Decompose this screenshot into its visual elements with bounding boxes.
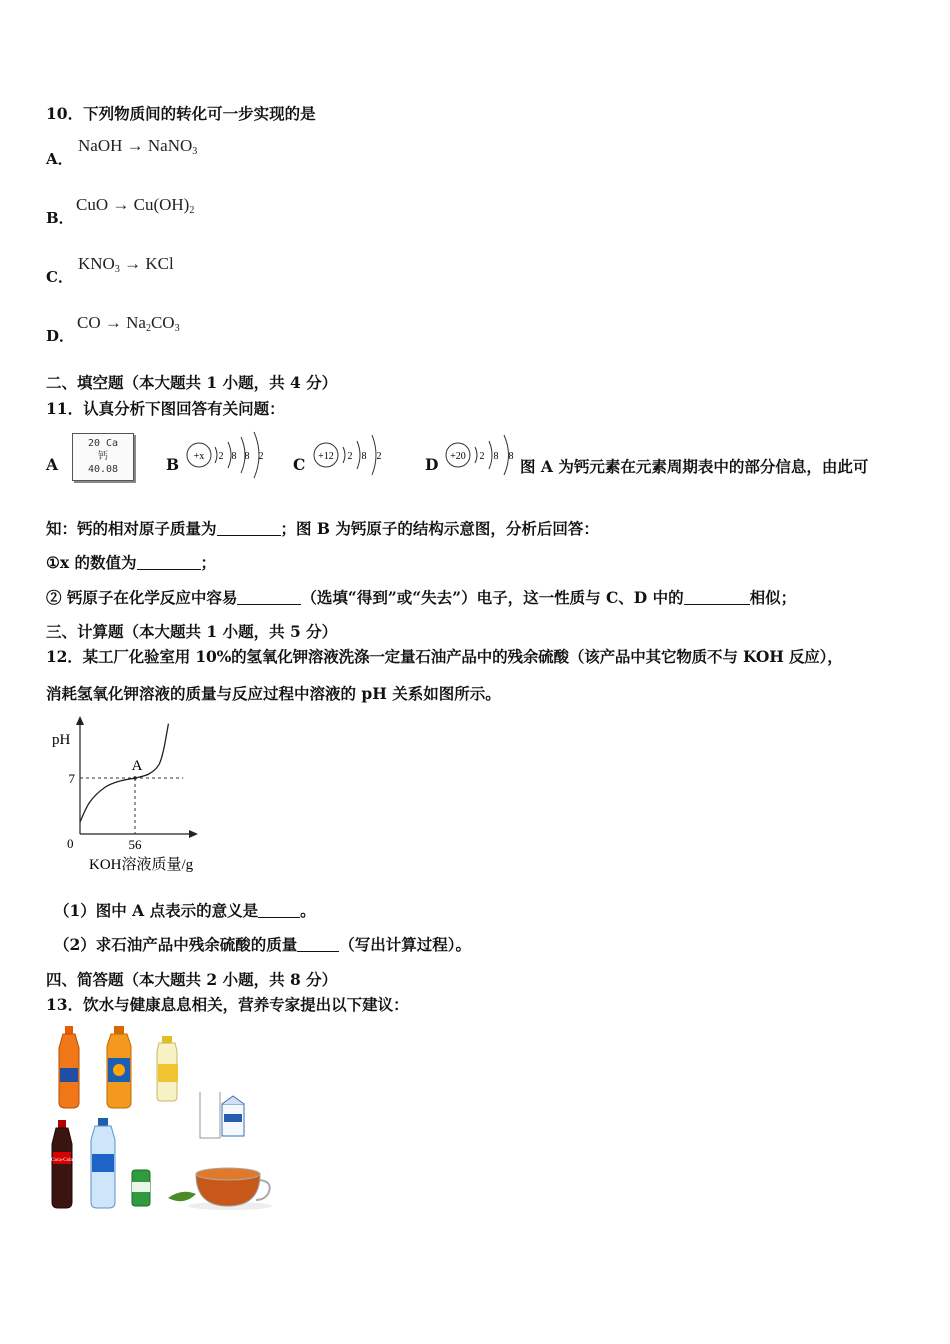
cola-bottle-icon bbox=[51, 1120, 73, 1208]
option-formula: NaOH → NaNO$_3$ bbox=[78, 136, 198, 157]
atom-diagram-c bbox=[310, 430, 390, 482]
point-a-marker bbox=[133, 776, 137, 780]
svg-text:8: 8 bbox=[231, 451, 237, 462]
q11-line1-tail: 图 A 为钙元素在元素周期表中的部分信息，由此可 bbox=[520, 457, 869, 476]
answer-blank[interactable] bbox=[137, 555, 201, 570]
ph-chart bbox=[45, 714, 225, 876]
answer-blank[interactable] bbox=[237, 590, 301, 605]
option-label: D． bbox=[46, 327, 75, 345]
answer-blank[interactable] bbox=[297, 937, 339, 952]
tea-cup-icon bbox=[168, 1168, 272, 1210]
answer-blank[interactable] bbox=[684, 590, 750, 605]
y-axis-arrow bbox=[76, 716, 84, 725]
svg-text:2: 2 bbox=[376, 451, 382, 462]
x-tick-label: 56 bbox=[128, 837, 142, 852]
q11-line2: 知：钙的相对原子质量为 ；图 B 为钙原子的结构示意图，分析后回答： bbox=[46, 519, 599, 538]
q12-sub1: （1）图中 A 点表示的意义是 。 bbox=[54, 901, 316, 920]
q11-sub1: ①x 的数值为 ； bbox=[46, 553, 217, 572]
option-label: C． bbox=[46, 268, 73, 286]
figure-label-b: B bbox=[166, 455, 180, 474]
svg-text:Coca-Cola: Coca-Cola bbox=[51, 1158, 73, 1163]
svg-text:+20: +20 bbox=[450, 451, 466, 462]
option-formula: $KNO_3$ → KCl bbox=[78, 254, 174, 275]
answer-blank[interactable] bbox=[258, 903, 300, 918]
calcium-element-card: 20 Ca 钙 40.08 bbox=[72, 433, 134, 481]
svg-text:8: 8 bbox=[244, 451, 250, 462]
svg-text:2: 2 bbox=[258, 451, 264, 462]
q12-stem-line1: 12．某工厂化验室用 10%的氢氧化钾溶液洗涤一定量石油产品中的残余硫酸（该产品中其它物质不与 KOH 反应）， bbox=[46, 647, 843, 666]
q10-stem: 10．下列物质间的转化可一步实现的是 bbox=[46, 104, 316, 123]
svg-text:2: 2 bbox=[347, 451, 353, 462]
soda-can-icon bbox=[132, 1170, 150, 1206]
yogurt-drink-bottle-icon bbox=[157, 1036, 178, 1101]
svg-text:2: 2 bbox=[218, 451, 224, 462]
answer-blank[interactable] bbox=[217, 521, 281, 536]
option-formula: CO → $Na_2CO_3$ bbox=[77, 313, 180, 334]
origin-label: 0 bbox=[67, 836, 74, 851]
option-label: A． bbox=[46, 150, 73, 168]
svg-text:8: 8 bbox=[508, 451, 514, 462]
x-axis-arrow bbox=[189, 830, 198, 838]
section-heading-calculation: 三、计算题（本大题共 1 小题，共 5 分） bbox=[46, 622, 338, 641]
y-tick-label: 7 bbox=[68, 771, 75, 786]
q13-stem: 13．饮水与健康息息相关，营养专家提出以下建议： bbox=[46, 995, 409, 1014]
q11-stem: 11．认真分析下图回答有关问题： bbox=[46, 399, 285, 418]
atom-diagram-b bbox=[184, 428, 270, 484]
ph-curve bbox=[80, 724, 168, 822]
figure-label-a: A bbox=[46, 455, 59, 474]
q12-sub2: （2）求石油产品中残余硫酸的质量 （写出计算过程）。 bbox=[54, 935, 472, 954]
point-a-label: A bbox=[131, 758, 143, 774]
water-bottle-icon bbox=[91, 1118, 115, 1208]
svg-text:8: 8 bbox=[493, 451, 499, 462]
orange-soda-bottle-icon bbox=[59, 1026, 79, 1108]
svg-text:2: 2 bbox=[479, 451, 485, 462]
option-label: B． bbox=[46, 209, 74, 227]
figure-label-c: C bbox=[293, 455, 306, 474]
svg-text:+12: +12 bbox=[318, 451, 334, 462]
drinks-illustration bbox=[44, 1022, 284, 1214]
q11-sub2: ② 钙原子在化学反应中容易 （选填“得到”或“失去”）电子，这一性质与 C、D 中的 相似； bbox=[46, 588, 797, 607]
milk-carton-icon bbox=[200, 1092, 244, 1138]
x-axis-label: KOH溶液质量/g bbox=[89, 857, 194, 873]
figure-label-d: D bbox=[425, 455, 439, 474]
option-formula: CuO → $Cu(OH)_2$ bbox=[76, 195, 195, 216]
section-heading-fill-in: 二、填空题（本大题共 1 小题，共 4 分） bbox=[46, 373, 338, 392]
orange-juice-bottle-icon bbox=[107, 1026, 131, 1108]
svg-text:8: 8 bbox=[361, 451, 367, 462]
section-heading-short-answer: 四、简答题（本大题共 2 小题，共 8 分） bbox=[46, 970, 338, 989]
q12-stem-line2: 消耗氢氧化钾溶液的质量与反应过程中溶液的 pH 关系如图所示。 bbox=[46, 684, 501, 703]
y-axis-label: pH bbox=[52, 732, 71, 748]
svg-text:+x: +x bbox=[193, 451, 205, 462]
atom-diagram-d bbox=[442, 430, 520, 482]
